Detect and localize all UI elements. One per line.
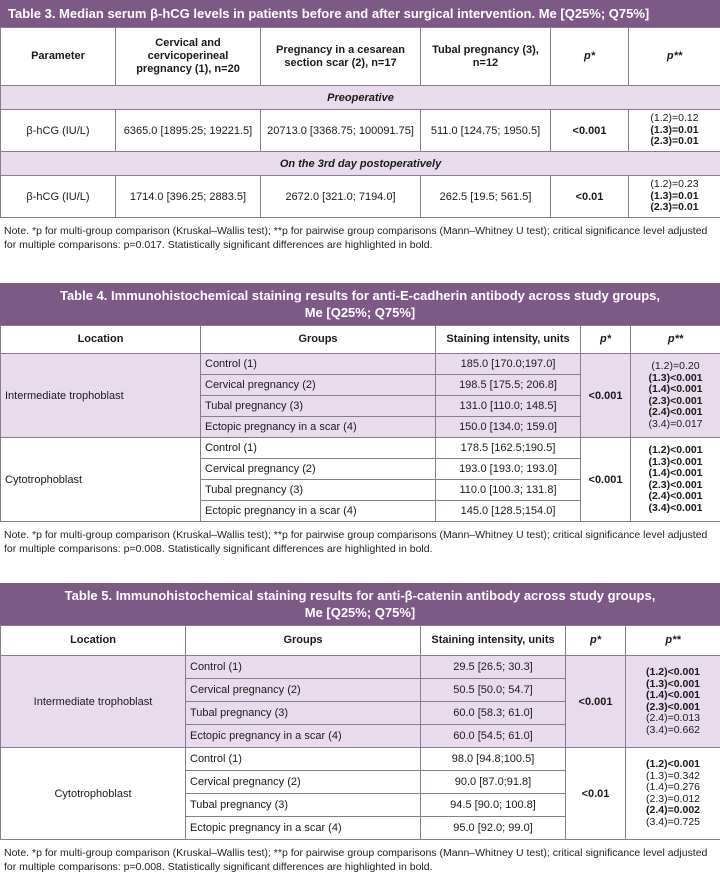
t5-p-intermediate: <0.001 (566, 656, 626, 748)
t4-note: Note. *p for multi-group comparison (Kruskal–Wallis test); **p for pairwise group comparisons (Mann–Whitney U test); critical significance level adjusted for multiple comparisons: p=0.008. Statistically significant differences are highlighted in bold. (4, 529, 708, 555)
t5-r2-group: Cervical pregnancy (2) (186, 679, 421, 702)
table-3-title: Table 3. Median serum β-hCG levels in patients before and after surgical intervention. Me [Q25%; Q75%] (0, 0, 720, 27)
t5-pp-cytotrophoblast: (1.2)<0.001 (1.3)=0.342 (1.4)=0.276 (2.3)=0.012 (2.4)=0.002 (3.4)=0.725 (626, 748, 720, 840)
t3-r2-pp: (1.2)=0.23 (1.3)=0.01 (2.3)=0.01 (629, 176, 720, 218)
t5-r5-group: Control (1) (186, 748, 421, 771)
table-4-block (0, 283, 720, 556)
t3-header-group-3: Tubal pregnancy (3), n=12 (421, 28, 551, 86)
t5-header-groups: Groups (186, 626, 421, 656)
t4-r1-value: 185.0 [170.0;197.0] (436, 354, 581, 375)
t3-header-pp: p** (629, 28, 720, 86)
t4-header-pp: p** (631, 326, 720, 354)
t5-r6-value: 90.0 [87.0;91.8] (421, 771, 566, 794)
t3-r1-pp: (1.2)=0.12 (1.3)=0.01 (2.3)=0.01 (629, 110, 720, 152)
t4-p-intermediate: <0.001 (581, 354, 631, 438)
t5-pp-intermediate: (1.2)<0.001 (1.3)<0.001 (1.4)<0.001 (2.3)<0.001 (2.4)=0.013 (3.4)=0.662 (626, 656, 720, 748)
t4-r5-value: 178.5 [162.5;190.5] (436, 438, 581, 459)
t3-header-group-1: Cervical and cervicoperineal pregnancy (1), n=20 (116, 28, 261, 86)
t3-r2-param: β-hCG (IU/L) (1, 176, 116, 218)
table-5-block (0, 583, 720, 874)
t5-location-cytotrophoblast: Cytotrophoblast (1, 748, 186, 840)
t4-r4-value: 150.0 [134.0; 159.0] (436, 417, 581, 438)
t3-section-postoperative: On the 3rd day postoperatively (1, 152, 720, 176)
t4-r5-group: Control (1) (201, 438, 436, 459)
t5-header-pp: p** (626, 626, 720, 656)
table-5 (0, 625, 720, 840)
t5-header-location: Location (1, 626, 186, 656)
t4-r3-value: 131.0 [110.0; 148.5] (436, 396, 581, 417)
t3-header-group-2: Pregnancy in a cesarean section scar (2), n=17 (261, 28, 421, 86)
t5-r7-value: 94.5 [90.0; 100.8] (421, 794, 566, 817)
t3-r2-c2: 2672.0 [321.0; 7194.0] (261, 176, 421, 218)
t4-location-cytotrophoblast: Cytotrophoblast (1, 438, 201, 522)
t4-r2-value: 198.5 [175.5; 206.8] (436, 375, 581, 396)
t4-r6-value: 193.0 [193.0; 193.0] (436, 459, 581, 480)
t5-r6-group: Cervical pregnancy (2) (186, 771, 421, 794)
t3-r1-c1: 6365.0 [1895.25; 19221.5] (116, 110, 261, 152)
t5-r3-value: 60.0 [58.3; 61.0] (421, 702, 566, 725)
t4-r3-group: Tubal pregnancy (3) (201, 396, 436, 417)
t5-r3-group: Tubal pregnancy (3) (186, 702, 421, 725)
table-3-block (0, 0, 720, 252)
t3-r1-c3: 511.0 [124.75; 1950.5] (421, 110, 551, 152)
t4-r4-group: Ectopic pregnancy in a scar (4) (201, 417, 436, 438)
t3-header-p: p* (551, 28, 629, 86)
t5-r1-group: Control (1) (186, 656, 421, 679)
t4-r7-value: 110.0 [100.3; 131.8] (436, 480, 581, 501)
t3-section-preoperative: Preoperative (1, 86, 720, 110)
t5-note: Note. *p for multi-group comparison (Kruskal–Wallis test); **p for pairwise group comparisons (Mann–Whitney U test); critical significance level adjusted for multiple comparisons: p=0.008. Statistically significant differences are highlighted in bold. (4, 847, 708, 873)
t4-header-groups: Groups (201, 326, 436, 354)
t3-r2-c1: 1714.0 [396.25; 2883.5] (116, 176, 261, 218)
t5-header-p: p* (566, 626, 626, 656)
t3-r1-p: <0.001 (551, 110, 629, 152)
t3-r1-param: β-hCG (IU/L) (1, 110, 116, 152)
t4-r7-group: Tubal pregnancy (3) (201, 480, 436, 501)
t4-r8-group: Ectopic pregnancy in a scar (4) (201, 501, 436, 522)
t5-header-intensity: Staining intensity, units (421, 626, 566, 656)
t3-r1-c2: 20713.0 [3368.75; 100091.75] (261, 110, 421, 152)
t4-r6-group: Cervical pregnancy (2) (201, 459, 436, 480)
t5-r1-value: 29.5 [26.5; 30.3] (421, 656, 566, 679)
t4-r1-group: Control (1) (201, 354, 436, 375)
t5-r5-value: 98.0 [94.8;100.5] (421, 748, 566, 771)
table-4 (0, 325, 720, 522)
t5-r8-value: 95.0 [92.0; 99.0] (421, 817, 566, 840)
t5-r2-value: 50.5 [50.0; 54.7] (421, 679, 566, 702)
t4-header-location: Location (1, 326, 201, 354)
t5-r4-value: 60.0 [54.5; 61.0] (421, 725, 566, 748)
t5-p-cytotrophoblast: <0.01 (566, 748, 626, 840)
t4-pp-cytotrophoblast: (1.2)<0.001 (1.3)<0.001 (1.4)<0.001 (2.3)<0.001 (2.4)<0.001 (3.4)<0.001 (631, 438, 720, 522)
t4-pp-intermediate: (1.2)=0.20 (1.3)<0.001 (1.4)<0.001 (2.3)<0.001 (2.4)<0.001 (3.4)=0.017 (631, 354, 720, 438)
t4-r8-value: 145.0 [128.5;154.0] (436, 501, 581, 522)
t4-r2-group: Cervical pregnancy (2) (201, 375, 436, 396)
t3-note: Note. *p for multi-group comparison (Kruskal–Wallis test); **p for pairwise group comparisons (Mann–Whitney U test); critical significance level adjusted for multiple comparisons: p=0.017. Statistically significant differences are highlighted in bold. (4, 225, 708, 251)
t5-location-intermediate: Intermediate trophoblast (1, 656, 186, 748)
t3-r2-p: <0.01 (551, 176, 629, 218)
table-3 (0, 27, 720, 218)
t4-location-intermediate: Intermediate trophoblast (1, 354, 201, 438)
t3-header-parameter: Parameter (1, 28, 116, 86)
table-5-title: Table 5. Immunohistochemical staining results for anti-β-catenin antibody across study groups, Me [Q25%; Q75%] (0, 583, 720, 625)
t5-r4-group: Ectopic pregnancy in a scar (4) (186, 725, 421, 748)
t5-r7-group: Tubal pregnancy (3) (186, 794, 421, 817)
t4-header-intensity: Staining intensity, units (436, 326, 581, 354)
t3-r2-c3: 262.5 [19.5; 561.5] (421, 176, 551, 218)
t4-header-p: p* (581, 326, 631, 354)
t4-p-cytotrophoblast: <0.001 (581, 438, 631, 522)
table-4-title: Table 4. Immunohistochemical staining results for anti-E-cadherin antibody across study groups, Me [Q25%; Q75%] (0, 283, 720, 325)
t5-r8-group: Ectopic pregnancy in a scar (4) (186, 817, 421, 840)
